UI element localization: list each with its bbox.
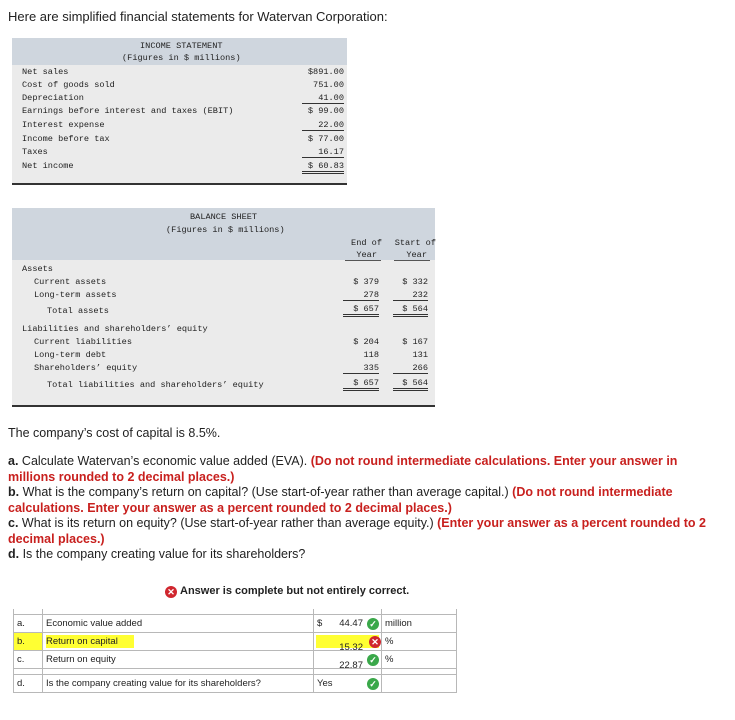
income-row-value: $ 99.00: [307, 106, 344, 116]
bs-end-value: 278: [343, 290, 379, 301]
bs-row-label: Total liabilities and shareholders’ equity: [47, 380, 264, 390]
answer-value: 44.47: [339, 618, 363, 629]
answer-label-text: Return on capital: [46, 635, 134, 648]
income-row-value: 751.00: [313, 80, 344, 90]
question-letter: d.: [8, 547, 20, 561]
income-title: INCOME STATEMENT: [140, 41, 223, 51]
question-letter: b.: [8, 485, 20, 499]
bs-end-value: $ 204: [353, 337, 379, 347]
check-circle-icon: ✓: [367, 678, 379, 690]
income-row-value: 41.00: [302, 93, 344, 104]
income-row-label: Depreciation: [22, 93, 84, 103]
cost-of-capital-text: The company’s cost of capital is 8.5%.: [8, 426, 221, 440]
question-a: [8, 454, 723, 485]
question-text: What is the company’s return on capital? (Use start-of-year rather than average capital.): [19, 485, 513, 499]
answer-unit: %: [382, 633, 457, 651]
answer-label: [43, 633, 314, 651]
answer-letter: b.: [14, 633, 43, 651]
bs-start-value: 131: [412, 350, 428, 360]
answer-letter: a.: [14, 615, 43, 633]
answer-unit: %: [382, 651, 457, 669]
question-d: [8, 547, 723, 563]
bs-start-value: $ 564: [393, 378, 428, 391]
question-text: Is the company creating value for its shareholders?: [19, 547, 306, 561]
answer-unit: [382, 675, 457, 693]
intro-text: Here are simplified financial statements for Watervan Corporation:: [8, 9, 388, 24]
income-row-label: Earnings before interest and taxes (EBIT): [22, 106, 234, 116]
question-b: [8, 485, 723, 516]
bs-end-value: 335: [343, 363, 379, 374]
answer-input-return-on-equity[interactable]: [314, 651, 382, 669]
col-start-of-year: Start of: [394, 238, 436, 248]
question-instructions: (Enter your answer as a percent rounded to 2 decimal places.): [8, 516, 706, 546]
bs-start-value: $ 167: [402, 337, 428, 347]
balance-title: BALANCE SHEET: [190, 212, 258, 222]
question-text: What is its return on equity? (Use start-of-year rather than average equity.): [18, 516, 438, 530]
answer-unit: million: [382, 615, 457, 633]
check-circle-icon: ✓: [367, 618, 379, 630]
result-banner: [165, 585, 409, 598]
income-row-value: $891.00: [307, 67, 344, 77]
answer-row-b: [14, 633, 457, 651]
bs-start-value: $ 332: [402, 277, 428, 287]
income-subtitle: (Figures in $ millions): [122, 53, 241, 63]
currency-prefix: $: [317, 618, 323, 629]
question-instructions: (Do not round intermediate calculations. Enter your answer as a percent rounded to 2 decimal places.): [8, 485, 673, 515]
question-text: Calculate Watervan’s economic value added (EVA).: [18, 454, 311, 468]
answer-row-a: [14, 615, 457, 633]
col-end-of-year: Year: [356, 250, 377, 260]
balance-subtitle: (Figures in $ millions): [166, 225, 285, 235]
answer-row-c: [14, 651, 457, 669]
answer-value: Yes: [317, 678, 333, 689]
question-letter: a.: [8, 454, 19, 468]
income-row-value: $ 77.00: [307, 134, 344, 144]
col-start-of-year: Year: [406, 250, 427, 260]
income-row-label: Net sales: [22, 67, 69, 77]
answer-input-eva[interactable]: [314, 615, 382, 633]
answer-input-return-on-capital[interactable]: [314, 633, 382, 651]
question-letter: c.: [8, 516, 19, 530]
bs-start-value: 266: [393, 363, 428, 374]
bs-row-label: Long-term debt: [34, 350, 107, 360]
bs-end-value: $ 379: [353, 277, 379, 287]
x-circle-icon: ✕: [165, 586, 177, 598]
answer-letter: c.: [14, 651, 43, 669]
bs-row-label: Shareholders’ equity: [34, 363, 138, 373]
question-instructions: (Do not round intermediate calculations. Enter your answer in millions rounded to 2 decimal places.): [8, 454, 678, 484]
income-row-value: 16.17: [302, 147, 344, 158]
income-row-label: Net income: [22, 161, 74, 171]
assets-header: Assets: [22, 264, 53, 274]
income-row-label: Income before tax: [22, 134, 110, 144]
answer-label: Is the company creating value for its shareholders?: [43, 675, 314, 693]
bs-end-value: $ 657: [343, 378, 379, 391]
income-row-label: Interest expense: [22, 120, 105, 130]
bs-start-value: $ 564: [393, 304, 428, 317]
bs-row-label: Current liabilities: [34, 337, 132, 347]
income-row-label: Taxes: [22, 147, 48, 157]
bs-end-value: 118: [363, 350, 379, 360]
bs-end-value: $ 657: [343, 304, 379, 317]
result-banner-text: Answer is complete but not entirely correct.: [180, 585, 410, 597]
liabilities-header: Liabilities and shareholders’ equity: [22, 324, 208, 334]
bs-start-value: 232: [393, 290, 428, 301]
bs-row-label: Total assets: [47, 306, 109, 316]
answer-select-creating-value[interactable]: [314, 675, 382, 693]
answer-letter: d.: [14, 675, 43, 693]
answer-value: 15.32: [339, 641, 363, 653]
income-row-label: Cost of goods sold: [22, 80, 115, 90]
answer-label: Economic value added: [43, 615, 314, 633]
answer-value: 22.87: [339, 659, 363, 671]
col-end-of-year: End of: [351, 238, 382, 248]
answer-table: [13, 609, 457, 693]
bs-row-label: Current assets: [34, 277, 107, 287]
question-list: [8, 454, 723, 563]
x-circle-icon: ✕: [369, 636, 381, 648]
bs-row-label: Long-term assets: [34, 290, 117, 300]
answer-row-d: [14, 675, 457, 693]
check-circle-icon: ✓: [367, 654, 379, 666]
income-row-value: 22.00: [302, 120, 344, 131]
question-c: [8, 516, 723, 547]
answer-label: Return on equity: [43, 651, 314, 669]
income-row-value: $ 60.83: [302, 161, 344, 174]
